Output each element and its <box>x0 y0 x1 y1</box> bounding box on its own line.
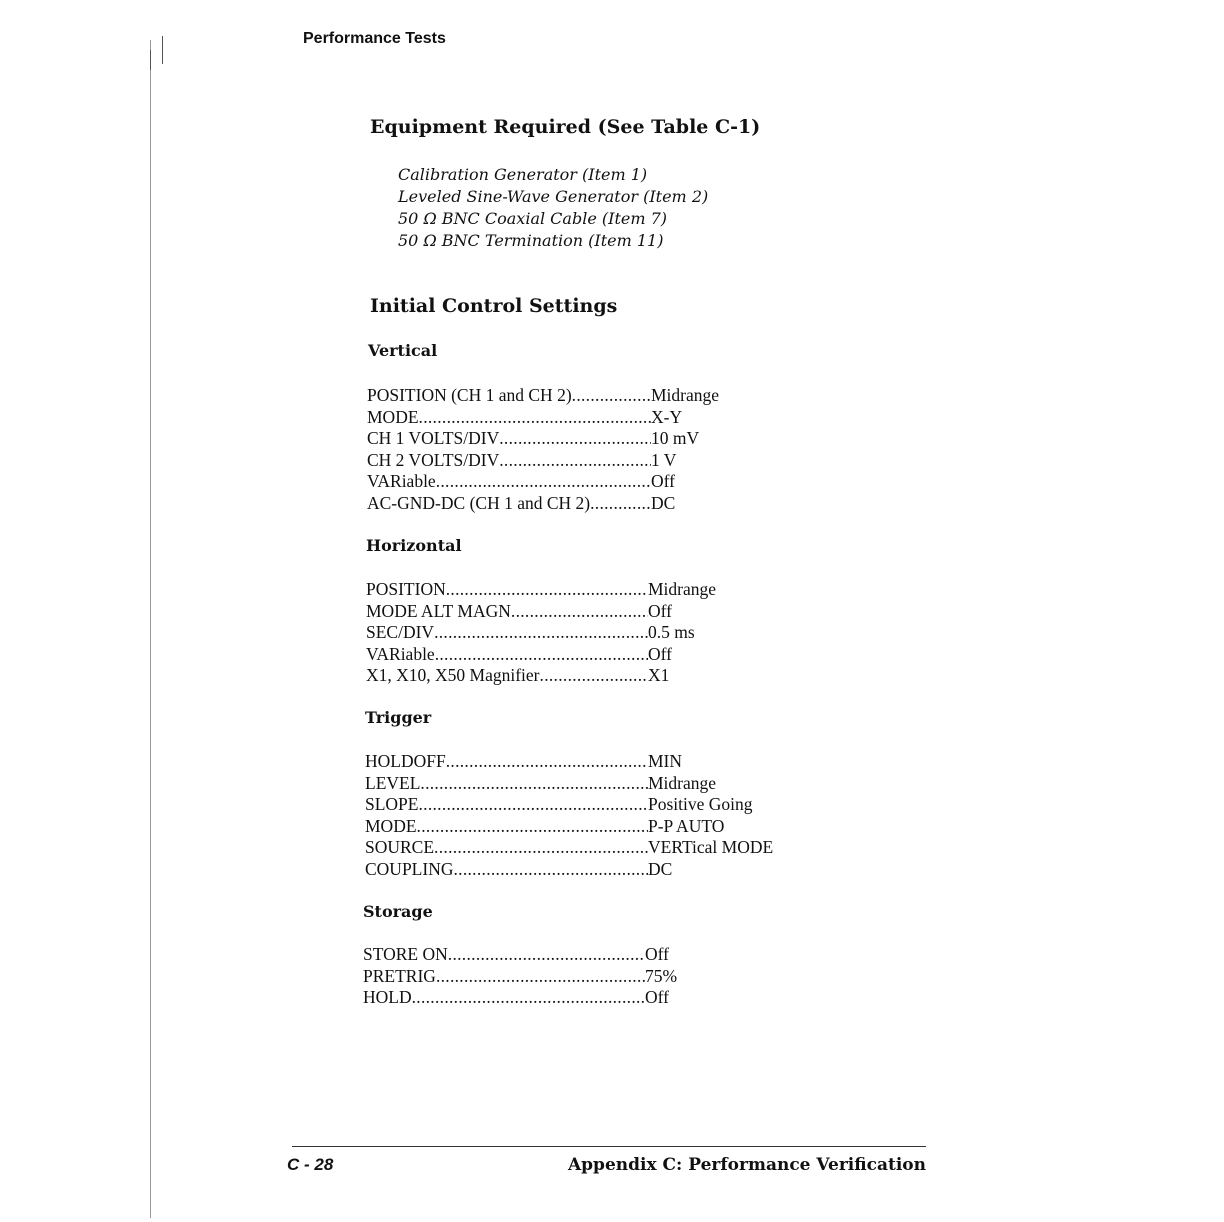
equipment-item: Calibration Generator (Item 1) <box>398 165 648 184</box>
leader-dots <box>434 622 648 644</box>
setting-row <box>366 665 736 687</box>
setting-row <box>367 385 737 407</box>
leader-dots <box>418 794 648 816</box>
leader-dots <box>417 816 648 838</box>
trigger-settings <box>365 751 790 881</box>
trigger-heading: Trigger <box>365 708 432 727</box>
setting-value: 75% <box>645 965 678 986</box>
setting-row <box>367 450 737 472</box>
setting-row <box>363 987 703 1009</box>
leader-dots <box>499 450 651 472</box>
setting-value: Positive Going <box>648 794 753 815</box>
horizontal-heading: Horizontal <box>366 536 462 555</box>
setting-label: SLOPE <box>365 794 419 815</box>
leader-dots <box>446 579 648 601</box>
setting-label: SOURCE <box>365 837 435 858</box>
footer-rule <box>292 1146 926 1147</box>
setting-row <box>363 966 703 988</box>
setting-value: Off <box>645 987 669 1008</box>
setting-value: Off <box>648 600 672 621</box>
setting-value: X1 <box>648 665 670 686</box>
setting-label: STORE ON <box>363 944 448 964</box>
vertical-settings <box>367 385 737 515</box>
margin-rule <box>150 40 151 1218</box>
setting-row <box>365 773 790 795</box>
setting-row <box>365 837 790 859</box>
equipment-item: 50 Ω BNC Termination (Item 11) <box>398 231 664 250</box>
setting-value: P-P AUTO <box>648 815 725 836</box>
setting-label: MODE <box>365 815 417 836</box>
setting-row <box>363 944 703 966</box>
setting-label: LEVEL <box>365 772 421 793</box>
setting-row <box>367 471 737 493</box>
equipment-item: Leveled Sine-Wave Generator (Item 2) <box>398 187 709 206</box>
page-number: C - 28 <box>287 1155 334 1174</box>
setting-label: HOLDOFF <box>365 751 446 771</box>
setting-row <box>365 751 790 773</box>
footer-title: Appendix C: Performance Verification <box>567 1155 926 1175</box>
leader-dots <box>572 385 651 407</box>
setting-row <box>366 579 736 601</box>
horizontal-settings <box>366 579 736 687</box>
storage-settings <box>363 944 703 1009</box>
leader-dots <box>412 987 645 1009</box>
setting-label: VARiable <box>366 643 435 664</box>
equipment-item: 50 Ω BNC Coaxial Cable (Item 7) <box>398 209 668 228</box>
leader-dots <box>420 773 648 795</box>
leader-dots <box>434 837 648 859</box>
leader-dots <box>590 493 651 515</box>
setting-row <box>367 407 737 429</box>
leader-dots <box>419 407 651 429</box>
setting-row <box>365 859 790 881</box>
setting-value: VERTical MODE <box>648 837 774 858</box>
setting-value: Off <box>651 471 675 492</box>
storage-heading: Storage <box>363 902 433 921</box>
setting-label: MODE ALT MAGN <box>366 600 511 621</box>
setting-row <box>365 816 790 838</box>
setting-value: 10 mV <box>651 428 700 449</box>
leader-dots <box>435 644 648 666</box>
setting-value: X-Y <box>651 406 683 427</box>
setting-row <box>367 493 737 515</box>
setting-label: MODE <box>367 406 419 427</box>
setting-value: MIN <box>648 751 683 771</box>
equipment-heading: Equipment Required (See Table C-1) <box>370 116 761 138</box>
setting-label: HOLD <box>363 987 412 1008</box>
leader-dots <box>453 859 648 881</box>
leader-dots <box>448 944 645 966</box>
setting-value: Off <box>648 643 672 664</box>
leader-dots <box>499 428 651 450</box>
leader-dots <box>540 665 648 687</box>
setting-label: VARiable <box>367 471 436 492</box>
initial-settings-heading: Initial Control Settings <box>370 295 618 317</box>
setting-label: POSITION (CH 1 and CH 2) <box>367 385 572 405</box>
setting-label: POSITION <box>366 579 446 599</box>
change-bar <box>150 50 151 70</box>
setting-value: Midrange <box>648 579 717 599</box>
setting-label: AC-GND-DC (CH 1 and CH 2) <box>367 492 591 513</box>
vertical-heading: Vertical <box>368 341 438 360</box>
leader-dots <box>436 471 651 493</box>
setting-value: DC <box>648 858 673 879</box>
setting-row <box>367 428 737 450</box>
setting-label: SEC/DIV <box>366 622 435 643</box>
setting-label: COUPLING <box>365 858 454 879</box>
change-bar <box>162 36 163 64</box>
setting-row <box>366 622 736 644</box>
leader-dots <box>511 601 648 623</box>
setting-row <box>366 644 736 666</box>
setting-label: PRETRIG <box>363 965 436 986</box>
setting-value: 0.5 ms <box>648 622 695 643</box>
setting-row <box>365 794 790 816</box>
equipment-list <box>398 164 708 252</box>
setting-value: Midrange <box>648 772 717 793</box>
setting-row <box>366 601 736 623</box>
leader-dots <box>446 751 648 773</box>
setting-value: 1 V <box>651 449 677 470</box>
setting-value: DC <box>651 492 676 513</box>
running-head: Performance Tests <box>303 30 446 47</box>
setting-value: Midrange <box>651 385 720 405</box>
setting-label: X1, X10, X50 Magnifier <box>366 665 540 686</box>
setting-label: CH 1 VOLTS/DIV <box>367 428 500 449</box>
leader-dots <box>436 966 645 988</box>
setting-value: Off <box>645 944 669 964</box>
setting-label: CH 2 VOLTS/DIV <box>367 449 500 470</box>
